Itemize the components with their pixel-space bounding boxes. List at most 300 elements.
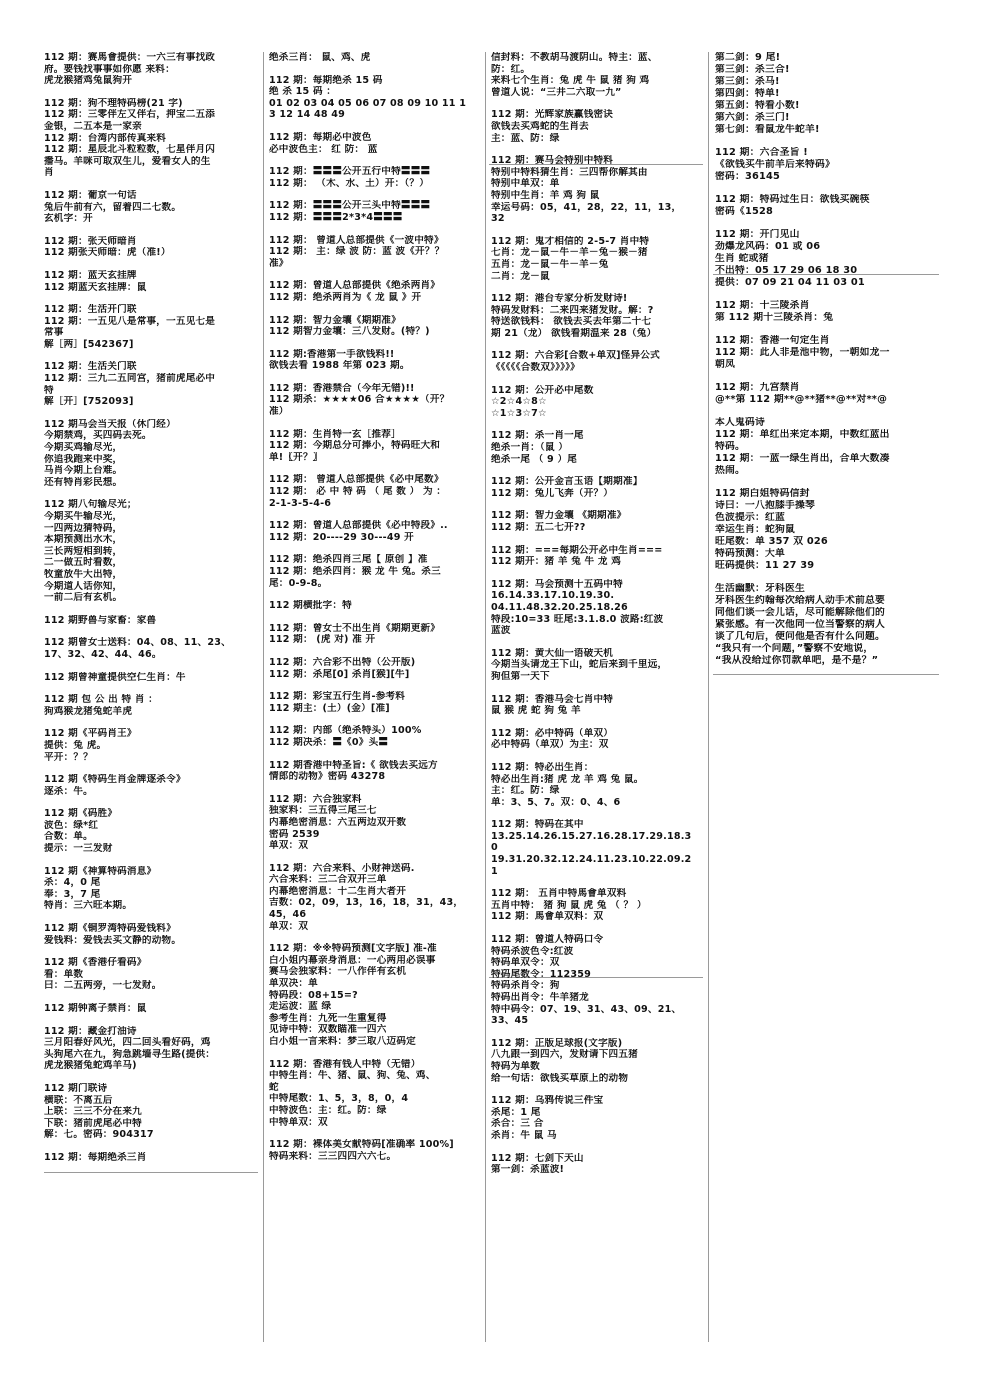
article-block [715,229,940,289]
article-line: 112 期横批字：特 [269,600,352,612]
article-line: 112 期：曾道人总部提供《绝杀两肖》 [269,280,441,292]
article-line: 二一做五时看数， [44,557,123,569]
article-line: 112 期：今期总分可捧小，特码旺大和 [269,440,441,452]
article-block [269,794,479,852]
article-block [269,1139,479,1162]
article-line: 112 期：黄大仙一语破天机 [491,647,614,659]
article-line: 五肖中特： 猪 狗 鼠 虎 兔 （ ？ ） [491,899,647,911]
article-line: 112 期：兔儿飞奔（开？） [491,487,614,499]
article-line: 《《《《《合数双》》》》》 [491,362,580,374]
article-line: 112 期：港台专家分析发财诗! [491,293,628,305]
article-line: 112 期：杀一肖一尾 [491,430,584,442]
article-line: 狗但第一天下 [491,670,550,682]
article-line: 幸运生肖：蛇狗鼠 [715,524,795,535]
article-line: 112 期：绝杀两肖为《 龙 鼠 》开 [269,291,422,303]
article-line: 特码出肖令：牛羊猪龙 [491,992,589,1003]
article-line: 45，46 [269,909,307,921]
article-block [715,300,940,324]
article-line: 112 期：藏金打油诗 [44,1025,137,1037]
article-line: 112 期：智力金壤《期期准》 [269,314,401,326]
article-line: 32 [491,213,505,225]
article-line: 杀合：三 合 [491,1118,544,1130]
article-line: 112 期：公开必中尾数 [491,384,594,396]
article-block [715,147,940,183]
article-line: 112 期：光辉家族赢钱密诀 [491,109,614,121]
article-line: 一前二后有玄机。 [44,592,123,604]
article-line: 112 期： (虎 对) 准 开 [269,634,376,646]
article-line: 虎龙猴猪鸡兔鼠狗开 [44,75,133,87]
article-line: 112 期《香港仔看码》 [44,957,147,969]
article-line: 单：3、5、7。双：0、4、6 [491,796,621,808]
article-block [491,728,701,751]
article-block [269,691,479,714]
article-line: 特码尾数令：112359 [491,968,592,980]
article-line: 特段:10=33 旺尾:3.1.8.0 波路:红波 [491,613,664,625]
article-line: 杀：4，0 尾 [44,877,101,889]
article-block [269,943,479,1047]
article-line: 112 期：每期绝杀 15 码 [269,74,383,86]
article-line: 欲钱去看 1988 年第 023 期。 [269,360,410,372]
article-block [491,52,701,98]
article-line: 白小姐内幕亲身消息：一心两用必误事 [269,954,436,966]
article-line: 横联：不离五后 [44,1094,113,1106]
article-block [491,109,701,144]
article-line: 112 期：特必出生肖： [491,761,594,773]
article-block [715,583,940,667]
article-line: 112 期：〓〓〓公开五行中特〓〓〓 [269,166,431,178]
article-line: 112 期：鬼才相信的 2-5-7 肖中特 [491,235,650,247]
article-line: 不出特：05 17 29 06 18 30 [715,265,858,276]
article-line: 特码发财料：二来四来猪发财。解：? [491,304,654,316]
article-line: 112 期《平码肖王》 [44,728,137,740]
article-line: 112 期《特码生肖金牌逐杀令》 [44,774,186,786]
article-line: 常事 [44,327,64,339]
article-line: 112 期：彩宝五行生肖-参考料 [269,691,406,703]
article-line: 诗曰：一八抱膝手操琴 [715,500,815,511]
article-line: 112 期：赛马会特别中特料 [491,155,614,167]
article-line: 单!〖开？〗 [269,451,323,463]
article-line: 112 期：葡京一句话 [44,189,137,201]
article-line: 112 期： 曾道人总部提供《一波中特》 [269,234,444,246]
article-line: 肖 [44,167,54,179]
article-line: @**第 112 期**@**猪**@**对**@ [715,394,888,405]
article-block [44,923,254,946]
article-line: 玄机字：开 [44,213,93,225]
article-line: 特别中生肖：羊 鸡 狗 鼠 [491,189,600,201]
article-line: 第 112 期十三陵杀肖：兔 [715,312,834,323]
article-block [269,600,479,612]
article-line: 112 期：六合彩不出特（公开版) [269,656,416,668]
article-line: 112 期：六合彩[合数+单双]怪异公式 [491,350,660,362]
article-block [44,52,254,87]
article-block [44,774,254,797]
article-line: 112 期：张天师暗肖 [44,235,137,247]
article-block [491,545,701,568]
article-line: 金银，二五本是一家亲 [44,120,142,132]
article-line: 解［开］[752093] [44,396,134,408]
column-divider [708,52,709,1342]
article-line: 紧张感。有一次他同一位当警察的病人 [715,619,885,630]
article-line: 赛马会独家料：一八作伴有玄机 [269,966,407,978]
article-line: 谈了几句后，便问他是否有什么问题。 [715,631,885,642]
article-line: 今期禁鸡，买四码去死。 [44,430,152,442]
article-line: 杀肖：牛 鼠 马 [491,1129,557,1141]
article-block [44,499,254,603]
article-line: 主：红。防：绿 [491,785,560,797]
article-line: 密码：36145 [715,171,781,182]
article-block [715,52,940,136]
article-line: 112 期曾女士送料：04、08、11、23、 [44,637,231,649]
article-line: 特码单双令：双 [491,957,560,969]
article-block [269,132,479,155]
article-line: 112 期马会当天报（休门经） [44,418,176,430]
article-line: 112 期：馬會单双料：双 [491,911,604,923]
article-line: 特码来料：三三四四六六七。 [269,1150,397,1162]
article-line: 112 期：此人非是池中物，一朝如龙一 [715,347,890,358]
article-line: 112 期《码胜》 [44,808,118,820]
article-line: 今期道人话你知， [44,580,123,592]
article-line: 112 期：生活关门联 [44,361,137,373]
article-line: 必中波色主： 红 防： 蓝 [269,143,378,155]
article-line: 平开：？？ [44,751,93,763]
article-line: 112 期 包 公 出 特 肖 ： [44,694,158,706]
article-line: 绝杀一肖：（鼠 ） [491,442,569,454]
article-line: 还有特肖彩民想。 [44,476,123,488]
article-line: 第三剑：杀三合! [715,64,790,75]
article-block [491,1038,701,1084]
article-line: 第四剑：特单! [715,88,780,99]
article-line: 尾：0-9-8。 [269,577,328,589]
article-block [44,866,254,912]
article-line: 必中特码（单双）为主：双 [491,739,609,751]
article-line: 解［两］[542367] [44,338,134,350]
article-line: 内幕绝密消息：十二生肖大者开 [269,885,407,897]
article-line: 防：红。 [491,63,531,75]
article-line: 给一句话：欲钱买草原上的动物 [491,1072,629,1084]
article-block [491,385,701,420]
article-line: 112 期蓝天玄挂牌：鼠 [44,281,147,293]
article-line: 中特尾数：1、5，3，8，0，4 [269,1093,409,1105]
article-line: 兔后牛前有六，留着四二七数。 [44,201,182,213]
article-line: 一四两边猜特码， [44,522,123,534]
article-line: 爱钱料：爱钱去买文静的动物。 [44,934,182,946]
article-line: 欲钱去买鸡蛇的生肖去 [491,120,589,132]
article-block [269,235,479,270]
article-line: 七肖：龙－鼠－牛－羊－兔－猴－猪 [491,247,648,259]
article-line: 112 期：香港有钱人中特（无错） [269,1058,421,1070]
article-line: 看：单数 [44,968,84,980]
article-line: 112 期：蓝天玄挂牌 [44,269,137,281]
article-line: 奉：3，7 尾 [44,888,101,900]
article-line: 17、32、42、44、46。 [44,648,162,660]
article-line: 本人鬼码诗 [715,417,765,428]
article-block [491,236,701,282]
article-block [44,270,254,293]
article-line: 112 期： 曾道人总部提供《必中尾数》 [269,474,444,486]
article-line: 特必出生肖:猪 虎 龙 羊 鸡 兔 鼠。 [491,773,644,785]
article-line: 112 期：一蓝一绿生肖出，合单大数凑 [715,453,890,464]
article-line: 合数：单。 [44,831,93,843]
article-block [491,648,701,683]
article-line: 112 期八句输尽光； [44,499,137,511]
article-block [491,762,701,808]
article-block [491,430,701,465]
article-line: 曰：二五两旁，一七发财。 [44,980,162,992]
article-block [491,1153,701,1176]
article-line: 112 期：三九二五同宫，猪前虎尾必中 [44,373,216,385]
article-line: 中特单双：双 [269,1116,328,1128]
article-line: 密码《1528 [715,206,774,217]
article-block [269,315,479,338]
article-line: 112 期：狗不理特码榜(21 字) [44,97,183,109]
article-line: 112 期：星辰北斗粒粒数，七星伴月闪 [44,144,216,156]
article-line: 112 期： 主：绿 波 防：蓝 波《开？？ [269,246,445,258]
article-line: 五肖：龙－鼠－牛－羊－兔 [491,258,609,270]
article-line: 112 期：五二七开?? [491,522,586,533]
article-block [715,382,940,406]
article-line: 112 期：裸体美女献特码[准确率 100%] [269,1139,454,1151]
article-line: 第五剑：特看小数! [715,100,800,111]
article-block [44,672,254,684]
article-line: 八九跟一到四六，发财请下四五猪 [491,1049,638,1061]
article-block [491,934,701,1027]
article-line: 旺码提供：11 27 39 [715,560,815,571]
article-line: 期 21（龙） 欲钱看期温来 28（兔） [491,327,657,339]
article-line: 绝 杀 15 码 ： [269,86,337,98]
article-block [269,760,479,783]
article-line: 牙科医生约翰每次给病人动手术前总要 [715,595,885,606]
article-line: 112 期：曾女士不出生肖《期期更新》 [269,622,441,634]
article-line: 112 期：马会预测十五码中特 [491,578,623,590]
article-block [44,361,254,407]
article-block [44,236,254,259]
article-line: 蛇 [269,1081,279,1093]
article-block [491,476,701,499]
article-block [44,1152,254,1164]
article-line: 准） [269,406,289,418]
article-line: 16.14.33.17.10.19.30. [491,590,615,602]
article-line: 特肖：三六旺本期。 [44,900,133,912]
article-block [491,1095,701,1141]
article-line: 112 期： （木、水、土）开：（？） [269,177,430,189]
article-line: 单双：双 [269,920,309,932]
article-block [269,520,479,543]
article-line: 府。要钱找事事如你愿 来料： [44,63,175,75]
article-line: 第七剑：看鼠龙牛蛇羊! [715,124,820,135]
article-line: 特中码令：07、19、31、43、09、21、 [491,1003,682,1015]
article-line: 参考生肖：九死一生重复得 [269,1012,387,1024]
article-block [44,1026,254,1072]
article-line: 112 期：单红出来定本期，中数红蓝出 [715,429,890,440]
article-block [269,200,479,223]
article-line: 112 期决杀：〓《0》头〓 [269,736,389,748]
article-block [269,474,479,509]
article-block [44,808,254,854]
article-block [491,819,701,877]
article-block [44,637,254,660]
article-line: 旺尾数：单 357 双 026 [715,536,828,547]
article-line: 112 期曾神童提供空仁生肖：牛 [44,671,186,683]
article-line: 幸运号码：05，41，28，22，11，13， [491,201,682,213]
article-block [491,579,701,637]
article-line: 密码 2539 [269,828,320,840]
article-line: 112 期：〓〓〓公开三头中特〓〓〓 [269,200,431,212]
article-block [269,383,479,418]
article-line: 单双：双 [269,840,309,852]
article-line: 112 期：特码在其中 [491,819,584,831]
column-4 [715,52,940,1342]
article-line: 生肖 蛇或猪 [715,253,769,264]
article-line: 今期买牛输尽光， [44,511,123,522]
article-line: 112 期《神算特码消息》 [44,865,157,877]
article-line: 112 期香港中特圣旨:《 欲钱去买远方 [269,759,438,771]
article-block [491,155,701,225]
article-line: 112 期：赛馬會提供：一六三有事找政 [44,52,216,63]
article-line: 112 期：===每期公开必中生肖=== [491,544,663,556]
article-line: 112 期：必中特码（单双） [491,727,614,739]
article-block [269,75,479,121]
article-block [715,488,940,572]
article-line: 特码杀肖令：狗 [491,980,560,992]
article-line: 112 期《铜罗湾特码爱钱料》 [44,923,176,935]
article-line: 112 期：每期必中波色 [269,131,372,143]
article-line: 112 期：生活开门联 [44,304,137,316]
newspaper-sheet [44,52,944,1344]
article-line: 特码段：08+15=? [269,989,358,1001]
article-line: ☆1☆3☆7☆ [491,407,547,419]
article-line: 112 期：香港禁合（今年无错)!! [269,382,415,394]
article-line: 吉数：02，09，13，16，18，31，43， [269,897,464,909]
article-block [269,623,479,646]
article-line: 牧童放牛大出特， [44,568,123,580]
article-line: 蓝波 [491,625,511,637]
article-line: 特别中单双：单 [491,178,560,190]
article-line: 曾道人说：“三井二六取一九” [491,86,622,98]
article-block [269,863,479,933]
article-line: 中特波色：主：红。防：绿 [269,1104,387,1116]
article-line: 《欲钱买牛前羊后来特码》 [715,159,835,170]
article-line: 13.25.14.26.15.27.16.28.17.29.18.3 [491,830,692,842]
article-line: 112 期:香港第一手欲钱料!! [269,348,395,360]
article-block [44,957,254,992]
article-line: 112 期：〓〓〓2*3*4〓〓〓 [269,211,403,223]
article-line: 特 [44,384,54,396]
article-line: 112 期：曾道人总部提供《必中特段》.. [269,520,448,532]
article-line: 三长两短相到转， [44,545,123,557]
article-line: 第六剑：杀三门! [715,112,790,123]
article-line: 劲爆龙风码：01 或 06 [715,241,821,252]
article-block [715,417,940,477]
article-line: 生活幽默：牙科医生 [715,583,805,594]
article-line: 112 期杀：★★★★06 合★★★★（开？ [269,394,450,406]
article-line: 特送欲钱料： 欲钱去买去年第二十七 [491,316,652,328]
article-line: 色波提示：红蓝 [715,512,785,523]
article-line: 01 02 03 04 05 06 07 08 09 10 11 1 [269,97,467,109]
column-3 [491,52,701,1342]
article-line: 虎龙猴猪兔蛇鸡羊马) [44,1060,137,1072]
article-block [491,510,701,533]
article-line: 见诗中特：双数瞄准一四六 [269,1024,387,1036]
article-block [269,429,479,464]
article-line: 112 期：※※特码预测[文字版] 准-准 [269,943,437,955]
column-divider [263,52,264,1342]
article-line: 特码为单数 [491,1060,540,1072]
article-line: 马肖今期上台难。 [44,465,123,477]
article-line: 112 期：公开金言玉语【期期准】 [491,476,643,488]
article-line: 本期预测出水木， [44,534,123,546]
article-line: 112 期：香港马会七肖中特 [491,693,614,705]
article-line: 信封料：不教胡马渡阴山。特主：蓝、 [491,52,658,63]
article-line: 解：七。密码：904317 [44,1129,154,1141]
article-block [491,888,701,923]
article-line: 112 期：十三陵杀肖 [715,300,810,311]
article-line: 杀尾：1 尾 [491,1106,541,1118]
article-block [715,335,940,371]
article-line: 绝杀一尾 （ 9 ）尾 [491,453,578,465]
article-block [44,728,254,763]
article-line: 112 期：六合圣旨 ! [715,147,808,158]
article-line: 112 期：杀尾[0] 杀肖[猴][牛] [269,668,410,680]
article-line: 112 期：绝杀四肖：猴 龙 牛 兔。杀三 [269,566,441,577]
article-line: 3 12 14 48 49 [269,109,346,121]
article-block [715,194,940,218]
article-line: 绝杀三肖： 鼠、鸡、虎 [269,52,371,63]
article-block [269,1059,479,1129]
article-line: 提供：兔 虎。 [44,739,107,751]
column-divider [485,52,486,1342]
column-2 [269,52,479,1342]
article-line: 112 期：一五见八是常事，一五见七是 [44,315,216,327]
article-line: 112 期：智力金壤 《期期准》 [491,510,627,522]
article-line: 三月阳春好风光，四二回头看好码，鸡 [44,1037,211,1049]
article-line: 热闹。 [715,465,745,476]
article-line: 情郎的动物》密码 43278 [269,771,386,783]
article-block [44,615,254,627]
article-line: 播马。羊咪可取双生儿，爱看女人的生 [44,155,211,167]
article-line: 112 期野兽与家畜：家兽 [44,614,157,626]
article-line: 112 期主：(土）(金）[准] [269,702,390,714]
article-line: 鼠 猴 虎 蛇 狗 兔 羊 [491,705,581,717]
article-line: 2-1-3-5-4-6 [269,497,332,509]
article-line: 112 期张天师暗：虎（准!） [44,247,171,259]
article-line: 112 期智力金壤：三八发财。(特？) [269,326,430,338]
article-line: 特码预测：大单 [715,548,785,559]
article-block [44,1003,254,1015]
article-line: 112 期：九宫禁肖 [715,382,800,393]
article-line: 逐杀：牛。 [44,785,93,797]
article-line: 准》 [269,257,289,269]
article-line: 中特生肖：牛、猪、鼠、狗、兔、鸡、 [269,1070,436,1082]
article-line: 特码杀波色令:红波 [491,945,574,957]
article-line: 04.11.48.32.20.25.18.26 [491,601,628,613]
article-line: 第二剑：9 尾! [715,52,781,63]
article-line: 33、45 [491,1015,529,1027]
article-line: 下联：猪前虎尾必中特 [44,1117,142,1129]
article-block [269,725,479,748]
article-line: 头狗尾六在九，狗急跳墙寻生路(提供： [44,1048,216,1060]
article-line: 你追我跑来中奖， [44,453,123,465]
article-line: 走运波：蓝 绿 [269,1001,332,1013]
article-line: “我只有一个问题，”警察不安地说， [715,643,874,654]
article-line: 112 期： 必 中 特 码 （ 尾 数 ） 为 ： [269,486,447,498]
article-block [491,350,701,373]
article-line: 今期当头请龙王下山，蛇后来到千里远， [491,659,668,671]
article-line: 六合来料：三二合双开三单 [269,874,387,886]
article-line: 112 期开：猪 羊 兔 牛 龙 鸡 [491,556,622,568]
article-line: 特别中特料猜生肖：三四帮你解其由 [491,166,648,178]
column-1 [44,52,254,1342]
article-line: 112 期钟离子禁肖：鼠 [44,1003,147,1014]
